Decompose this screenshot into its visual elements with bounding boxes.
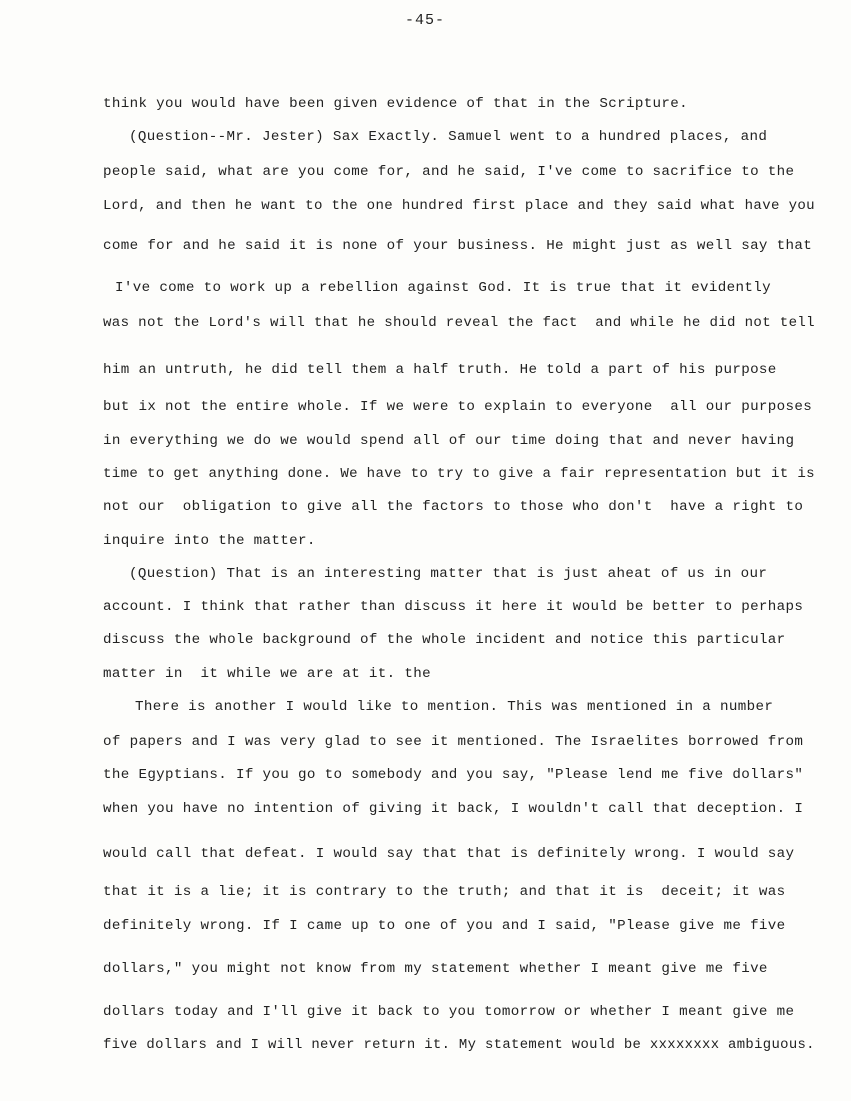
- text-line: think you would have been given evidence of that in the Scripture.: [103, 96, 689, 112]
- text-line: account. I think that rather than discuss it here it would be better to perhaps: [103, 599, 804, 615]
- text-line: matter in it while we are at it. the: [103, 666, 431, 682]
- text-line: come for and he said it is none of your business. He might just as well say that: [103, 238, 813, 254]
- text-line: people said, what are you come for, and he said, I've come to sacrifice to the: [103, 164, 795, 180]
- text-line: (Question--Mr. Jester) Sax Exactly. Samuel went to a hundred places, and: [129, 129, 768, 145]
- text-line: but ix not the entire whole. If we were to explain to everyone all our purposes: [103, 399, 813, 415]
- text-line: time to get anything done. We have to try to give a fair representation but it is: [103, 466, 815, 482]
- text-line: not our obligation to give all the factors to those who don't have a right to: [103, 499, 804, 515]
- text-line: would call that defeat. I would say that that is definitely wrong. I would say: [103, 846, 795, 862]
- text-line: five dollars and I will never return it. My statement would be xxxxxxxx ambiguous.: [103, 1037, 815, 1053]
- text-line: dollars today and I'll give it back to you tomorrow or whether I meant give me: [103, 1004, 795, 1020]
- text-line: dollars," you might not know from my statement whether I meant give me five: [103, 961, 768, 977]
- text-line: discuss the whole background of the whole incident and notice this particular: [103, 632, 786, 648]
- text-line: I've come to work up a rebellion against God. It is true that it evidently: [115, 280, 771, 296]
- text-line: him an untruth, he did tell them a half truth. He told a part of his purpose: [103, 362, 777, 378]
- text-line: was not the Lord's will that he should reveal the fact and while he did not tell: [103, 315, 815, 331]
- text-line: in everything we do we would spend all of our time doing that and never having: [103, 433, 795, 449]
- text-line: There is another I would like to mention. This was mentioned in a number: [135, 699, 774, 715]
- text-line: when you have no intention of giving it back, I wouldn't call that deception. I: [103, 801, 804, 817]
- text-line: Lord, and then he want to the one hundred first place and they said what have you: [103, 198, 815, 214]
- text-line: inquire into the matter.: [103, 533, 316, 549]
- text-line: (Question) That is an interesting matter that is just aheat of us in our: [129, 566, 768, 582]
- text-line: of papers and I was very glad to see it mentioned. The Israelites borrowed from: [103, 734, 804, 750]
- text-line: that it is a lie; it is contrary to the truth; and that it is deceit; it was: [103, 884, 786, 900]
- page-number: -45-: [405, 12, 446, 29]
- text-line: definitely wrong. If I came up to one of you and I said, "Please give me five: [103, 918, 786, 934]
- text-line: the Egyptians. If you go to somebody and you say, "Please lend me five dollars": [103, 767, 804, 783]
